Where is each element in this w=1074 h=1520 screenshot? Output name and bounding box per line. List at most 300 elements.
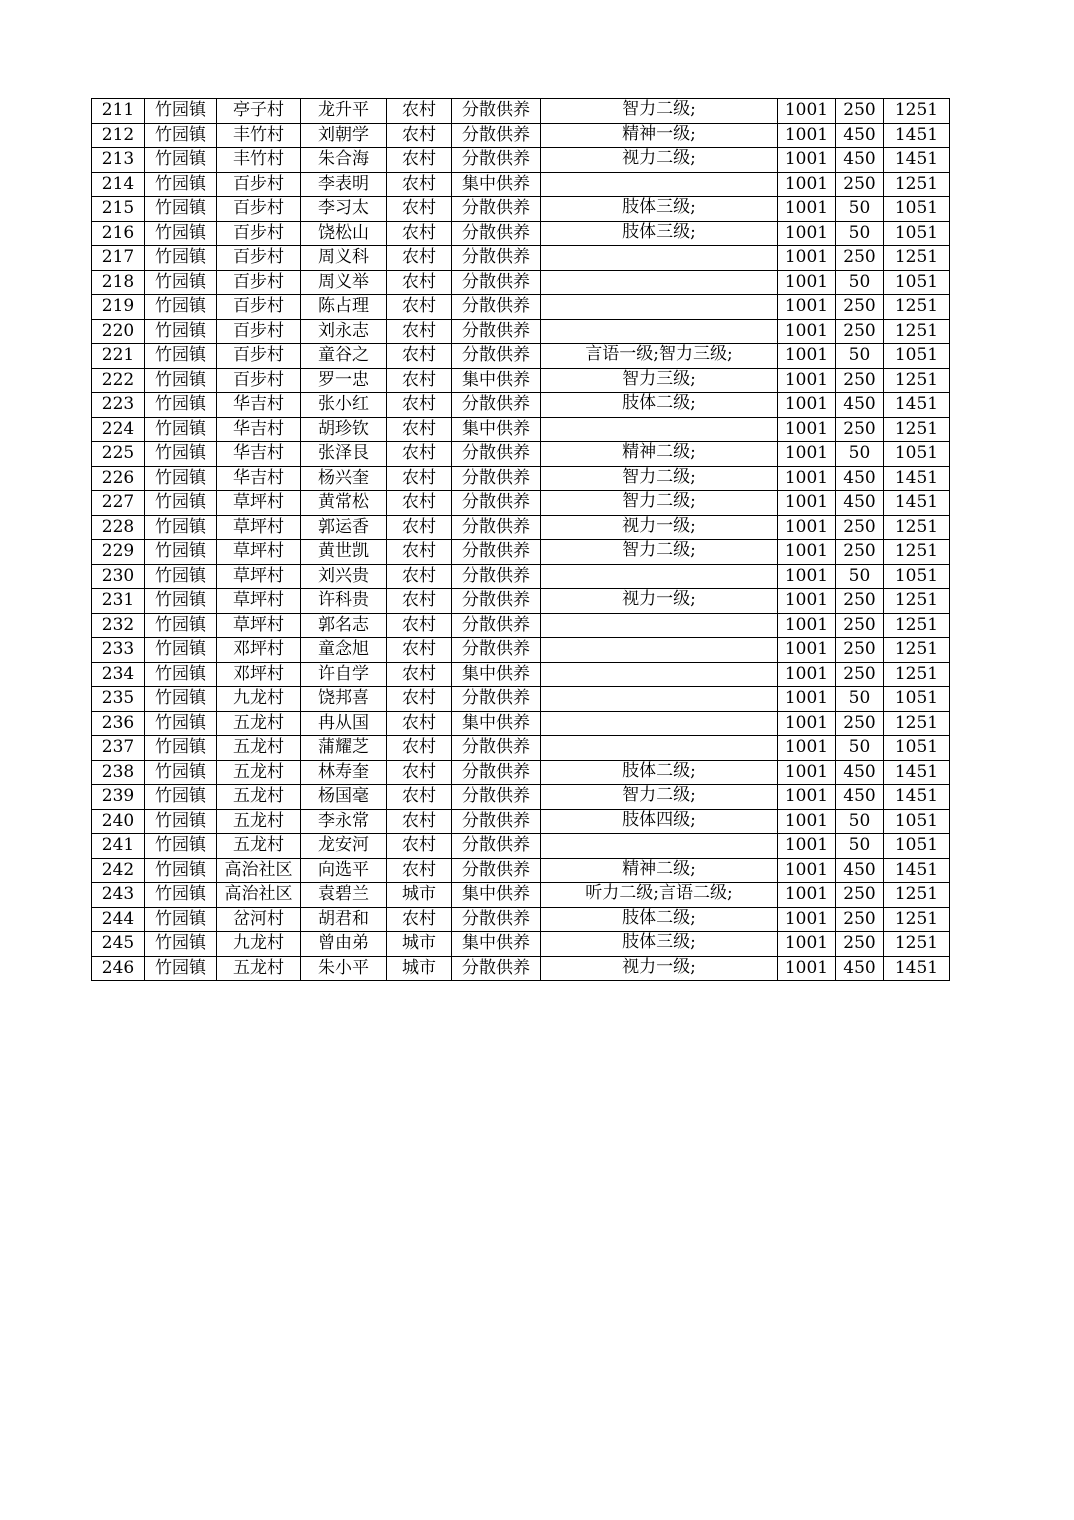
table-row [92,246,950,271]
disability-cell [541,638,778,663]
serial-no-cell: 236 [92,711,145,736]
name-cell: 张小红 [301,393,387,418]
household-type-cell: 农村 [387,246,452,271]
base-amount-cell: 1001 [778,99,836,124]
support-type-cell: 分散供养 [452,515,541,540]
name-cell: 向选平 [301,858,387,883]
total-cell: 1051 [884,834,950,859]
township-cell: 竹园镇 [145,515,217,540]
township-cell: 竹园镇 [145,393,217,418]
township-cell: 竹园镇 [145,221,217,246]
disability-cell: 精神二级; [541,858,778,883]
serial-no-cell: 228 [92,515,145,540]
village-cell: 五龙村 [217,736,301,761]
table-row [92,932,950,957]
serial-no-cell: 211 [92,99,145,124]
disability-cell [541,613,778,638]
village-cell: 百步村 [217,270,301,295]
village-cell: 百步村 [217,368,301,393]
support-type-cell: 分散供养 [452,270,541,295]
village-cell: 草坪村 [217,515,301,540]
township-cell: 竹园镇 [145,662,217,687]
household-type-cell: 农村 [387,907,452,932]
subsidy-cell: 50 [836,834,884,859]
township-cell: 竹园镇 [145,589,217,614]
village-cell: 百步村 [217,344,301,369]
support-type-cell: 分散供养 [452,760,541,785]
subsidy-cell: 250 [836,883,884,908]
township-cell: 竹园镇 [145,442,217,467]
disability-cell: 精神一级; [541,123,778,148]
support-type-cell: 分散供养 [452,319,541,344]
township-cell: 竹园镇 [145,785,217,810]
household-type-cell: 农村 [387,736,452,761]
township-cell: 竹园镇 [145,613,217,638]
support-type-cell: 分散供养 [452,197,541,222]
support-type-cell: 分散供养 [452,834,541,859]
township-cell: 竹园镇 [145,932,217,957]
township-cell: 竹园镇 [145,344,217,369]
serial-no-cell: 221 [92,344,145,369]
table-row [92,466,950,491]
disability-cell: 肢体二级; [541,760,778,785]
table-row [92,270,950,295]
base-amount-cell: 1001 [778,466,836,491]
data-table [91,98,950,981]
support-type-cell: 分散供养 [452,491,541,516]
subsidy-cell: 250 [836,368,884,393]
household-type-cell: 农村 [387,760,452,785]
name-cell: 胡珍钦 [301,417,387,442]
support-type-cell: 分散供养 [452,442,541,467]
name-cell: 杨兴奎 [301,466,387,491]
household-type-cell: 农村 [387,344,452,369]
township-cell: 竹园镇 [145,687,217,712]
subsidy-cell: 250 [836,662,884,687]
village-cell: 草坪村 [217,589,301,614]
village-cell: 草坪村 [217,564,301,589]
base-amount-cell: 1001 [778,417,836,442]
village-cell: 五龙村 [217,760,301,785]
base-amount-cell: 1001 [778,540,836,565]
name-cell: 冉从国 [301,711,387,736]
support-type-cell: 集中供养 [452,932,541,957]
serial-no-cell: 216 [92,221,145,246]
total-cell: 1051 [884,687,950,712]
total-cell: 1451 [884,148,950,173]
disability-cell: 智力二级; [541,99,778,124]
serial-no-cell: 234 [92,662,145,687]
total-cell: 1051 [884,344,950,369]
table-row [92,638,950,663]
subsidy-cell: 250 [836,246,884,271]
township-cell: 竹园镇 [145,270,217,295]
village-cell: 五龙村 [217,711,301,736]
name-cell: 刘兴贵 [301,564,387,589]
name-cell: 张泽艮 [301,442,387,467]
support-type-cell: 集中供养 [452,662,541,687]
serial-no-cell: 241 [92,834,145,859]
disability-cell: 智力三级; [541,368,778,393]
table-row [92,834,950,859]
support-type-cell: 集中供养 [452,417,541,442]
table-row [92,442,950,467]
total-cell: 1251 [884,99,950,124]
base-amount-cell: 1001 [778,809,836,834]
total-cell: 1251 [884,172,950,197]
serial-no-cell: 214 [92,172,145,197]
support-type-cell: 分散供养 [452,564,541,589]
base-amount-cell: 1001 [778,319,836,344]
subsidy-cell: 250 [836,319,884,344]
base-amount-cell: 1001 [778,270,836,295]
disability-cell [541,270,778,295]
disability-cell [541,417,778,442]
support-type-cell: 集中供养 [452,883,541,908]
total-cell: 1451 [884,393,950,418]
name-cell: 龙安河 [301,834,387,859]
total-cell: 1251 [884,295,950,320]
name-cell: 陈占理 [301,295,387,320]
disability-cell: 智力二级; [541,540,778,565]
household-type-cell: 农村 [387,858,452,883]
disability-cell: 肢体三级; [541,932,778,957]
village-cell: 岔河村 [217,907,301,932]
name-cell: 李习太 [301,197,387,222]
subsidy-cell: 50 [836,809,884,834]
support-type-cell: 分散供养 [452,540,541,565]
household-type-cell: 农村 [387,687,452,712]
support-type-cell: 分散供养 [452,123,541,148]
subsidy-cell: 50 [836,687,884,712]
name-cell: 李永常 [301,809,387,834]
serial-no-cell: 226 [92,466,145,491]
total-cell: 1451 [884,466,950,491]
base-amount-cell: 1001 [778,221,836,246]
base-amount-cell: 1001 [778,295,836,320]
support-type-cell: 分散供养 [452,148,541,173]
support-type-cell: 分散供养 [452,785,541,810]
total-cell: 1051 [884,221,950,246]
village-cell: 邓坪村 [217,662,301,687]
household-type-cell: 农村 [387,442,452,467]
township-cell: 竹园镇 [145,319,217,344]
household-type-cell: 农村 [387,638,452,663]
table-row [92,172,950,197]
subsidy-cell: 50 [836,270,884,295]
disability-cell: 肢体四级; [541,809,778,834]
total-cell: 1251 [884,319,950,344]
village-cell: 邓坪村 [217,638,301,663]
village-cell: 丰竹村 [217,123,301,148]
subsidy-cell: 50 [836,564,884,589]
village-cell: 草坪村 [217,613,301,638]
name-cell: 黄世凯 [301,540,387,565]
base-amount-cell: 1001 [778,123,836,148]
disability-cell: 肢体二级; [541,393,778,418]
base-amount-cell: 1001 [778,785,836,810]
household-type-cell: 农村 [387,540,452,565]
serial-no-cell: 243 [92,883,145,908]
base-amount-cell: 1001 [778,246,836,271]
disability-cell [541,662,778,687]
total-cell: 1451 [884,491,950,516]
support-type-cell: 分散供养 [452,344,541,369]
serial-no-cell: 238 [92,760,145,785]
village-cell: 五龙村 [217,834,301,859]
serial-no-cell: 222 [92,368,145,393]
township-cell: 竹园镇 [145,834,217,859]
township-cell: 竹园镇 [145,491,217,516]
township-cell: 竹园镇 [145,809,217,834]
total-cell: 1251 [884,246,950,271]
table-row [92,344,950,369]
subsidy-cell: 250 [836,638,884,663]
disability-cell: 视力一级; [541,515,778,540]
household-type-cell: 农村 [387,221,452,246]
table-row [92,809,950,834]
subsidy-cell: 50 [836,344,884,369]
support-type-cell: 分散供养 [452,687,541,712]
total-cell: 1251 [884,907,950,932]
serial-no-cell: 239 [92,785,145,810]
disability-cell: 智力二级; [541,491,778,516]
support-type-cell: 分散供养 [452,613,541,638]
serial-no-cell: 246 [92,956,145,981]
village-cell: 五龙村 [217,809,301,834]
township-cell: 竹园镇 [145,417,217,442]
base-amount-cell: 1001 [778,613,836,638]
serial-no-cell: 231 [92,589,145,614]
household-type-cell: 农村 [387,319,452,344]
base-amount-cell: 1001 [778,368,836,393]
name-cell: 郭名志 [301,613,387,638]
table-row [92,736,950,761]
total-cell: 1251 [884,662,950,687]
village-cell: 百步村 [217,246,301,271]
village-cell: 华吉村 [217,417,301,442]
base-amount-cell: 1001 [778,662,836,687]
township-cell: 竹园镇 [145,172,217,197]
total-cell: 1251 [884,711,950,736]
household-type-cell: 农村 [387,515,452,540]
base-amount-cell: 1001 [778,442,836,467]
table-row [92,417,950,442]
disability-cell [541,319,778,344]
serial-no-cell: 220 [92,319,145,344]
village-cell: 高治社区 [217,883,301,908]
base-amount-cell: 1001 [778,858,836,883]
name-cell: 胡君和 [301,907,387,932]
base-amount-cell: 1001 [778,393,836,418]
table-row [92,711,950,736]
total-cell: 1051 [884,442,950,467]
serial-no-cell: 237 [92,736,145,761]
total-cell: 1251 [884,613,950,638]
support-type-cell: 分散供养 [452,295,541,320]
name-cell: 龙升平 [301,99,387,124]
disability-cell: 精神二级; [541,442,778,467]
village-cell: 百步村 [217,295,301,320]
township-cell: 竹园镇 [145,564,217,589]
support-type-cell: 分散供养 [452,466,541,491]
base-amount-cell: 1001 [778,491,836,516]
subsidy-cell: 450 [836,393,884,418]
table-row [92,368,950,393]
subsidy-cell: 250 [836,172,884,197]
township-cell: 竹园镇 [145,540,217,565]
total-cell: 1451 [884,123,950,148]
name-cell: 朱小平 [301,956,387,981]
total-cell: 1051 [884,564,950,589]
total-cell: 1451 [884,858,950,883]
subsidy-cell: 50 [836,442,884,467]
base-amount-cell: 1001 [778,932,836,957]
disability-cell [541,246,778,271]
total-cell: 1251 [884,540,950,565]
name-cell: 朱合海 [301,148,387,173]
name-cell: 林寿奎 [301,760,387,785]
subsidy-cell: 50 [836,736,884,761]
total-cell: 1251 [884,932,950,957]
household-type-cell: 城市 [387,932,452,957]
township-cell: 竹园镇 [145,246,217,271]
base-amount-cell: 1001 [778,687,836,712]
village-cell: 亭子村 [217,99,301,124]
serial-no-cell: 218 [92,270,145,295]
base-amount-cell: 1001 [778,197,836,222]
township-cell: 竹园镇 [145,638,217,663]
village-cell: 九龙村 [217,687,301,712]
name-cell: 童谷之 [301,344,387,369]
name-cell: 罗一忠 [301,368,387,393]
name-cell: 杨国毫 [301,785,387,810]
township-cell: 竹园镇 [145,368,217,393]
disability-cell: 肢体二级; [541,907,778,932]
table-row [92,148,950,173]
serial-no-cell: 235 [92,687,145,712]
township-cell: 竹园镇 [145,295,217,320]
disability-cell: 智力二级; [541,466,778,491]
serial-no-cell: 227 [92,491,145,516]
village-cell: 华吉村 [217,393,301,418]
disability-cell [541,172,778,197]
disability-cell [541,295,778,320]
disability-cell: 视力一级; [541,956,778,981]
township-cell: 竹园镇 [145,883,217,908]
total-cell: 1051 [884,197,950,222]
serial-no-cell: 219 [92,295,145,320]
village-cell: 高治社区 [217,858,301,883]
subsidy-cell: 250 [836,711,884,736]
total-cell: 1451 [884,760,950,785]
support-type-cell: 集中供养 [452,711,541,736]
table-row [92,295,950,320]
base-amount-cell: 1001 [778,589,836,614]
base-amount-cell: 1001 [778,834,836,859]
subsidy-cell: 450 [836,123,884,148]
disability-cell [541,564,778,589]
village-cell: 百步村 [217,172,301,197]
table-row [92,883,950,908]
name-cell: 刘永志 [301,319,387,344]
subsidy-cell: 250 [836,613,884,638]
disability-cell: 听力二级;言语二级; [541,883,778,908]
subsidy-cell: 250 [836,515,884,540]
serial-no-cell: 212 [92,123,145,148]
total-cell: 1251 [884,417,950,442]
household-type-cell: 农村 [387,785,452,810]
table-row [92,956,950,981]
subsidy-cell: 450 [836,956,884,981]
household-type-cell: 农村 [387,123,452,148]
subsidy-cell: 250 [836,295,884,320]
table-row [92,540,950,565]
township-cell: 竹园镇 [145,711,217,736]
table-row [92,613,950,638]
name-cell: 蒲耀芝 [301,736,387,761]
household-type-cell: 农村 [387,809,452,834]
base-amount-cell: 1001 [778,638,836,663]
subsidy-cell: 450 [836,858,884,883]
support-type-cell: 分散供养 [452,907,541,932]
subsidy-cell: 250 [836,907,884,932]
subsidy-cell: 250 [836,417,884,442]
household-type-cell: 农村 [387,270,452,295]
household-type-cell: 农村 [387,589,452,614]
base-amount-cell: 1001 [778,956,836,981]
base-amount-cell: 1001 [778,907,836,932]
village-cell: 百步村 [217,319,301,344]
total-cell: 1051 [884,270,950,295]
township-cell: 竹园镇 [145,907,217,932]
household-type-cell: 城市 [387,956,452,981]
serial-no-cell: 240 [92,809,145,834]
name-cell: 许自学 [301,662,387,687]
table-row [92,319,950,344]
name-cell: 曾由弟 [301,932,387,957]
subsidy-cell: 250 [836,589,884,614]
table-row [92,491,950,516]
name-cell: 饶邦喜 [301,687,387,712]
name-cell: 黄常松 [301,491,387,516]
household-type-cell: 农村 [387,662,452,687]
subsidy-cell: 450 [836,148,884,173]
household-type-cell: 农村 [387,172,452,197]
support-type-cell: 集中供养 [452,368,541,393]
total-cell: 1051 [884,736,950,761]
table-row [92,907,950,932]
name-cell: 袁碧兰 [301,883,387,908]
village-cell: 草坪村 [217,540,301,565]
base-amount-cell: 1001 [778,564,836,589]
household-type-cell: 农村 [387,99,452,124]
total-cell: 1451 [884,785,950,810]
disability-cell: 肢体三级; [541,221,778,246]
disability-cell: 视力二级; [541,148,778,173]
household-type-cell: 农村 [387,711,452,736]
name-cell: 郭运香 [301,515,387,540]
base-amount-cell: 1001 [778,344,836,369]
name-cell: 饶松山 [301,221,387,246]
village-cell: 草坪村 [217,491,301,516]
support-type-cell: 分散供养 [452,736,541,761]
base-amount-cell: 1001 [778,172,836,197]
subsidy-cell: 50 [836,221,884,246]
subsidy-cell: 450 [836,760,884,785]
household-type-cell: 农村 [387,197,452,222]
support-type-cell: 分散供养 [452,858,541,883]
